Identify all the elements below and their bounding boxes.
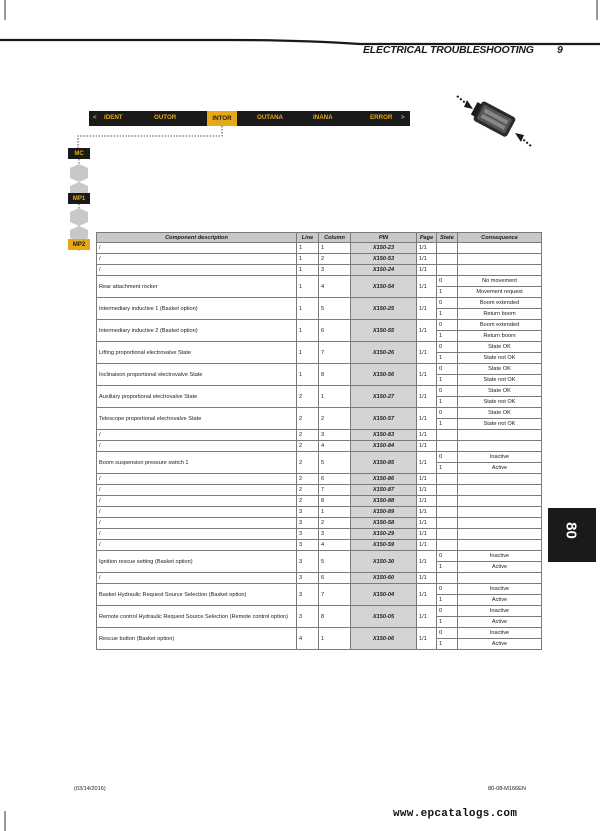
cell-line: 2 — [297, 441, 319, 452]
cell-description: Intermediary inductive 2 (Basket option) — [97, 320, 297, 342]
cell-pin: X150-05 — [351, 606, 417, 628]
cell-description: / — [97, 529, 297, 540]
nav-item-intor[interactable]: INTOR — [207, 111, 237, 126]
cell-state — [437, 254, 458, 265]
footer-reference: 80-08-M166EN — [488, 786, 526, 792]
table-row — [97, 529, 542, 540]
cell-consequence: State OK — [458, 386, 542, 397]
cell-state — [437, 540, 458, 551]
cell-page: 1/1 — [417, 507, 437, 518]
cell-consequence: Active — [458, 595, 542, 606]
connector-plug-icon — [455, 90, 533, 150]
page-title: ELECTRICAL TROUBLESHOOTING — [363, 44, 534, 56]
cell-consequence: No movement — [458, 276, 542, 287]
cell-consequence: Return boom — [458, 309, 542, 320]
cell-consequence: Inactive — [458, 452, 542, 463]
cell-pin: X150-88 — [351, 496, 417, 507]
cell-state: 0 — [437, 386, 458, 397]
cell-consequence: Active — [458, 617, 542, 628]
cell-state — [437, 485, 458, 496]
cell-column: 8 — [319, 364, 351, 386]
cell-pin: X150-84 — [351, 441, 417, 452]
cell-page: 1/1 — [417, 628, 437, 650]
cell-column: 3 — [319, 529, 351, 540]
table-row — [97, 408, 542, 419]
cell-column: 4 — [319, 276, 351, 298]
cell-state: 0 — [437, 342, 458, 353]
cell-page: 1/1 — [417, 485, 437, 496]
cell-description: Rescue button (Basket option) — [97, 628, 297, 650]
col-header-state: State — [437, 233, 458, 243]
cell-description: Intermediary inductive 1 (Basket option) — [97, 298, 297, 320]
cell-column: 3 — [319, 265, 351, 276]
cell-column: 3 — [319, 430, 351, 441]
cell-pin: X150-83 — [351, 430, 417, 441]
cell-line: 1 — [297, 254, 319, 265]
cell-page: 1/1 — [417, 386, 437, 408]
cell-page: 1/1 — [417, 342, 437, 364]
cell-consequence — [458, 485, 542, 496]
cell-pin: X150-59 — [351, 540, 417, 551]
cell-description: / — [97, 573, 297, 584]
table-row — [97, 320, 542, 331]
cell-line: 2 — [297, 496, 319, 507]
cell-state — [437, 265, 458, 276]
cell-state: 1 — [437, 397, 458, 408]
cell-page: 1/1 — [417, 254, 437, 265]
cell-consequence: Inactive — [458, 584, 542, 595]
cell-pin: X150-25 — [351, 298, 417, 320]
table-row — [97, 540, 542, 551]
cell-description: Basket Hydraulic Request Source Selection (Basket option) — [97, 584, 297, 606]
cell-consequence — [458, 254, 542, 265]
cell-page: 1/1 — [417, 540, 437, 551]
cell-state: 0 — [437, 320, 458, 331]
cell-pin: X150-56 — [351, 364, 417, 386]
nav-prev-arrow[interactable]: < — [93, 114, 97, 121]
cell-consequence — [458, 529, 542, 540]
cell-description: / — [97, 430, 297, 441]
cell-column: 5 — [319, 452, 351, 474]
cell-consequence: Active — [458, 463, 542, 474]
cell-pin: X150-57 — [351, 408, 417, 430]
cell-column: 1 — [319, 386, 351, 408]
cell-pin: X150-53 — [351, 254, 417, 265]
cell-consequence: Active — [458, 639, 542, 650]
table-row — [97, 551, 542, 562]
cell-column: 6 — [319, 474, 351, 485]
cell-column: 7 — [319, 584, 351, 606]
cell-description: / — [97, 441, 297, 452]
cell-consequence — [458, 441, 542, 452]
cell-page: 1/1 — [417, 441, 437, 452]
nav-item-outor[interactable]: OUTOR — [154, 114, 177, 121]
cell-description: Ignition rescue setting (Basket option) — [97, 551, 297, 573]
cell-line: 1 — [297, 320, 319, 342]
cell-column: 1 — [319, 628, 351, 650]
table-row — [97, 485, 542, 496]
cell-column: 4 — [319, 540, 351, 551]
cell-page: 1/1 — [417, 551, 437, 573]
nav-item-ident[interactable]: IDENT — [104, 114, 123, 121]
cell-state — [437, 441, 458, 452]
col-header-consequence: Consequence — [458, 233, 542, 243]
table-row — [97, 342, 542, 353]
cell-page: 1/1 — [417, 496, 437, 507]
table-body — [97, 243, 542, 650]
cell-line: 3 — [297, 584, 319, 606]
cell-pin: X150-30 — [351, 551, 417, 573]
cell-pin: X150-86 — [351, 474, 417, 485]
cell-state — [437, 518, 458, 529]
cell-pin: X150-26 — [351, 342, 417, 364]
table-row — [97, 507, 542, 518]
table-row — [97, 518, 542, 529]
cell-page: 1/1 — [417, 320, 437, 342]
cell-state: 1 — [437, 331, 458, 342]
cell-line: 3 — [297, 551, 319, 573]
cell-column: 1 — [319, 243, 351, 254]
cell-column: 2 — [319, 254, 351, 265]
pin-table — [96, 232, 542, 650]
cell-page: 1/1 — [417, 243, 437, 254]
cell-state: 0 — [437, 452, 458, 463]
chain-badge-mc[interactable]: MC — [68, 148, 90, 159]
cell-page: 1/1 — [417, 298, 437, 320]
cell-state: 1 — [437, 595, 458, 606]
cell-consequence: Boom extended — [458, 320, 542, 331]
cell-pin: X150-58 — [351, 518, 417, 529]
cell-page: 1/1 — [417, 518, 437, 529]
cell-state: 1 — [437, 375, 458, 386]
cell-line: 3 — [297, 540, 319, 551]
cell-line: 1 — [297, 342, 319, 364]
cell-line: 3 — [297, 606, 319, 628]
cell-state — [437, 573, 458, 584]
cell-state: 1 — [437, 419, 458, 430]
table-header-row — [97, 233, 542, 243]
page-number: 9 — [557, 44, 563, 56]
watermark-url: www.epcatalogs.com — [393, 808, 518, 820]
cell-description: / — [97, 496, 297, 507]
cell-pin: X150-27 — [351, 386, 417, 408]
cell-consequence — [458, 518, 542, 529]
cell-page: 1/1 — [417, 584, 437, 606]
cell-column: 6 — [319, 320, 351, 342]
cell-pin: X150-54 — [351, 276, 417, 298]
nav-item-inana[interactable]: INANA — [313, 114, 333, 121]
table-row — [97, 364, 542, 375]
cell-column: 4 — [319, 441, 351, 452]
cell-line: 1 — [297, 298, 319, 320]
section-tab-number: 80 — [562, 522, 580, 539]
table-row — [97, 298, 542, 309]
cell-column: 6 — [319, 573, 351, 584]
cell-state: 0 — [437, 628, 458, 639]
cell-column: 5 — [319, 551, 351, 573]
cell-state: 0 — [437, 408, 458, 419]
cell-state: 1 — [437, 287, 458, 298]
table-row — [97, 496, 542, 507]
cell-pin: X150-55 — [351, 320, 417, 342]
cell-line: 4 — [297, 628, 319, 650]
cell-column: 7 — [319, 342, 351, 364]
table-row — [97, 584, 542, 595]
cell-state — [437, 507, 458, 518]
cell-consequence: State not OK — [458, 419, 542, 430]
table-row — [97, 628, 542, 639]
cell-consequence: Return boom — [458, 331, 542, 342]
cell-description: Boom suspension pressure switch 1 — [97, 452, 297, 474]
col-header-pin: PIN — [351, 233, 417, 243]
cell-state — [437, 474, 458, 485]
chain-badge-mp1[interactable]: MP1 — [68, 193, 90, 204]
table-row — [97, 276, 542, 287]
cell-column: 5 — [319, 298, 351, 320]
cell-consequence: Movement request — [458, 287, 542, 298]
cell-description: Telescope proportional electrovalve State — [97, 408, 297, 430]
cell-consequence — [458, 573, 542, 584]
cell-state: 1 — [437, 562, 458, 573]
cell-page: 1/1 — [417, 408, 437, 430]
cell-pin: X150-23 — [351, 243, 417, 254]
cell-line: 2 — [297, 452, 319, 474]
cell-line: 3 — [297, 507, 319, 518]
cell-consequence — [458, 496, 542, 507]
cell-description: Lifting proportional electrovalve State — [97, 342, 297, 364]
nav-item-outana[interactable]: OUTANA — [257, 114, 284, 121]
col-header-page: Page — [417, 233, 437, 243]
cell-description: / — [97, 518, 297, 529]
cell-line: 3 — [297, 573, 319, 584]
cell-description: / — [97, 540, 297, 551]
cell-state: 0 — [437, 298, 458, 309]
cell-line: 3 — [297, 529, 319, 540]
cell-column: 2 — [319, 518, 351, 529]
cell-line: 3 — [297, 518, 319, 529]
cell-state: 0 — [437, 364, 458, 375]
cell-pin: X150-24 — [351, 265, 417, 276]
cell-line: 1 — [297, 364, 319, 386]
cell-consequence: State not OK — [458, 353, 542, 364]
cell-state — [437, 243, 458, 254]
cell-description: Remote control Hydraulic Request Source Selection (Remote control option) — [97, 606, 297, 628]
col-header-line: Line — [297, 233, 319, 243]
cell-description: Auxiliary proportional electrovalve State — [97, 386, 297, 408]
cell-page: 1/1 — [417, 573, 437, 584]
cell-line: 2 — [297, 408, 319, 430]
section-tab — [548, 508, 596, 562]
cell-consequence — [458, 540, 542, 551]
cell-state: 1 — [437, 639, 458, 650]
cell-consequence: State OK — [458, 342, 542, 353]
cell-description: / — [97, 243, 297, 254]
cell-pin: X150-85 — [351, 452, 417, 474]
cell-consequence: Inactive — [458, 551, 542, 562]
table-row — [97, 474, 542, 485]
cell-description: / — [97, 254, 297, 265]
cell-description: Rear attachment rocker — [97, 276, 297, 298]
cell-consequence: Active — [458, 562, 542, 573]
cell-pin: X150-89 — [351, 507, 417, 518]
cell-consequence: State OK — [458, 364, 542, 375]
nav-next-arrow[interactable]: > — [401, 114, 405, 121]
chain-badge-mp2[interactable]: MP2 — [68, 239, 90, 250]
cell-page: 1/1 — [417, 474, 437, 485]
cell-pin: X150-29 — [351, 529, 417, 540]
cell-state: 1 — [437, 463, 458, 474]
cell-line: 2 — [297, 474, 319, 485]
cell-state: 0 — [437, 551, 458, 562]
cell-state: 0 — [437, 584, 458, 595]
cell-consequence — [458, 507, 542, 518]
cell-consequence: Inactive — [458, 606, 542, 617]
cell-state — [437, 430, 458, 441]
cell-pin: X150-06 — [351, 628, 417, 650]
cell-description: / — [97, 507, 297, 518]
cell-state: 0 — [437, 276, 458, 287]
cell-column: 7 — [319, 485, 351, 496]
cell-state: 1 — [437, 309, 458, 320]
cell-description: Inclinaison proportional electrovalve State — [97, 364, 297, 386]
cell-pin: X150-04 — [351, 584, 417, 606]
footer-date: (03/14/2016) — [74, 786, 106, 792]
cell-state: 0 — [437, 606, 458, 617]
cell-line: 2 — [297, 430, 319, 441]
table-row — [97, 573, 542, 584]
cell-page: 1/1 — [417, 276, 437, 298]
table-row — [97, 430, 542, 441]
col-header-column: Column — [319, 233, 351, 243]
table-row — [97, 265, 542, 276]
cell-column: 1 — [319, 507, 351, 518]
table-row — [97, 606, 542, 617]
cell-consequence — [458, 430, 542, 441]
cell-column: 2 — [319, 408, 351, 430]
cell-description: / — [97, 485, 297, 496]
cell-line: 2 — [297, 386, 319, 408]
cell-state — [437, 496, 458, 507]
cell-consequence: State not OK — [458, 375, 542, 386]
cell-page: 1/1 — [417, 606, 437, 628]
cell-consequence: Inactive — [458, 628, 542, 639]
cell-line: 1 — [297, 265, 319, 276]
cell-consequence: Boom extended — [458, 298, 542, 309]
cell-line: 2 — [297, 485, 319, 496]
cell-column: 8 — [319, 496, 351, 507]
cell-page: 1/1 — [417, 452, 437, 474]
table-row — [97, 254, 542, 265]
cell-page: 1/1 — [417, 529, 437, 540]
cell-consequence — [458, 265, 542, 276]
cell-description: / — [97, 265, 297, 276]
nav-item-error[interactable]: ERROR — [370, 114, 393, 121]
cell-state: 1 — [437, 617, 458, 628]
cell-pin: X150-60 — [351, 573, 417, 584]
cell-pin: X150-87 — [351, 485, 417, 496]
cell-line: 1 — [297, 243, 319, 254]
cell-column: 8 — [319, 606, 351, 628]
table-row — [97, 441, 542, 452]
cell-state: 1 — [437, 353, 458, 364]
cell-page: 1/1 — [417, 265, 437, 276]
table-row — [97, 452, 542, 463]
cell-line: 1 — [297, 276, 319, 298]
table-row — [97, 386, 542, 397]
cell-page: 1/1 — [417, 364, 437, 386]
crop-mark — [4, 811, 6, 831]
cell-consequence — [458, 243, 542, 254]
cell-consequence: State OK — [458, 408, 542, 419]
cell-page: 1/1 — [417, 430, 437, 441]
cell-description: / — [97, 474, 297, 485]
cell-consequence: State not OK — [458, 397, 542, 408]
cell-consequence — [458, 474, 542, 485]
table-row — [97, 243, 542, 254]
cell-state — [437, 529, 458, 540]
col-header-description: Component description — [97, 233, 297, 243]
